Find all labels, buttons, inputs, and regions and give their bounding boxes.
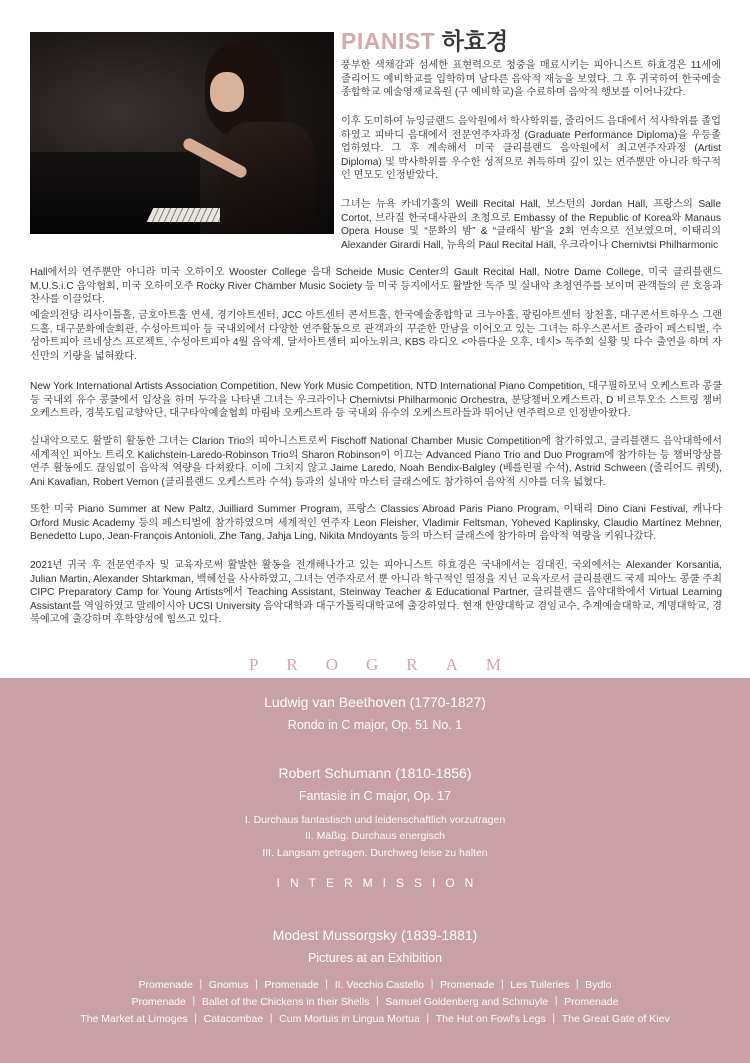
composer-beethoven: Ludwig van Beethoven (1770-1827) xyxy=(264,694,486,710)
pictures-line-1: Promenade ㅣ Gnomus ㅣ Promenade ㅣ II. Vecchio Castello ㅣ Promenade ㅣ Les Tuileries ㅣ Bydlo xyxy=(138,979,612,991)
composer-mussorgsky: Modest Mussorgsky (1839-1881) xyxy=(272,927,478,943)
program-section xyxy=(0,678,750,1063)
pictures-line-2: Promenade ㅣ Ballet of the Chickens in their Shells ㅣ Samuel Goldenberg and Schmuyle ㅣ Promenade xyxy=(131,996,619,1008)
program-heading: PROGRAM xyxy=(248,655,530,674)
bio-paragraph-2: 이후 도미하여 뉴잉글랜드 음악원에서 학사학위를, 줄리어드 음대에서 석사학위를 졸업하였고 피바디 음대에서 전문연주자과정 (Graduate Performance Diploma)을 우등졸업하였다. 그 후 계속해서 미국 클리블랜드 음악원에서 최고연주자과정 (Artist Diploma) 및 박사학위를 우수한 성적으로 취득하며 깊이 있는 연주뿐만 아니라 학구적인 면모도 인정받았다. xyxy=(341,116,721,182)
page-title xyxy=(341,27,508,55)
movement-1: I. Durchaus fantastisch und leidenschaftlich vorzutragen xyxy=(244,814,506,826)
bio-paragraph-8: 2021년 귀국 후 전문연주자 및 교육자로써 활발한 활동을 전개해나가고 있는 피아니스트 하효경은 국내에서는 김대진, 국외에서는 Alexander Korsantia, Julian Martin, Alexander Shtarkman, 백혜선을 사사하였고, 그녀는 연주자로서 뿐 아니라 학구적인 열정을 지닌 교육자로서 클리블랜드 국제 피아노 콩쿨 주최 CIPC Preparatory Camp for Young Artists에서 Teaching Assistant, Steinway Teacher & Educational Partner, 클리블랜드 음악대학에서 Virtual Learning Assistant를 역임하였고 말레이시아 UCSI University 음악대학과 대구가톨릭대학교에 출강하였다. 현재 한양대학교 겸임교수, 추계예술대학교, 계명대학교, 경북예고에 출강하며 후학양성에 힘쓰고 있다. xyxy=(30,560,722,626)
bio-paragraph-4: 예술의전당 리사이틀홀, 금호아트홀 연세, 경기아트센터, JCC 아트센터 콘서트홀, 한국예술종합학교 크누아홀, 광림아트센터 장천홀, 대구콘서트하우스 그랜드홀, 대구문화예술회관, 수성아트피아 등 국내외에서 다양한 연주활동으로 관객과의 꾸준한 만남을 이어오고 있는 그녀는 하우스콘서트 줄라이 페스티벌, 수성아트피아 르네상스 프로젝트, 수성아트피아 4월 음악제, 달서아트센터 피아노위크, KBS 라디오 <아름다운 오후, 네시> 독주회 실황 및 다수 출연을 하며 자신만의 기량을 넓혀왔다. xyxy=(30,310,722,362)
pianist-dress-shape xyxy=(220,122,315,234)
bio-paragraph-3: 그녀는 뉴욕 카네기홀의 Weill Recital Hall, 보스턴의 Jordan Hall, 프랑스의 Salle Cortot, 브라질 한국대사관의 초청으로 Embassy of the Republic of Korea와 Manaus Opera House 및 “문화의 밤” & “클래식 밤”을 2회 연속으로 선보였으며, 이태리의 Alexander Girardi Hall, 뉴욕의 Paul Recital Hall, 우크라이나 Chernivtsi Philharmonic xyxy=(341,199,721,251)
bio-paragraph-5: New York International Artists Association Competition, New York Music Competition, NTD International Piano Competition, 대구필하모닉 오케스트라 콩쿨 등 국내외 유수 콩쿨에서 입상을 하며 두각을 나타낸 그녀는 우크라이나 Chernivtsi Philharmonic Orchestra, 분당챔버오케스트라, D 비르투오소 스트링 챔버오케스트라, 경북도립교향악단, 대구타악예술협회 마림바 오케스트라 등 국내외 유수의 오케스트라들과 뛰어난 연주력으로 인정받아왔다. xyxy=(30,381,722,420)
movement-2: II. Mäßig. Durchaus energisch xyxy=(304,830,446,842)
pictures-line-3: The Market at Limoges ㅣ Catacombae ㅣ Cum Mortuis in Lingua Mortua ㅣ The Hut on Fowl's Legs ㅣ The Great Gate of Kiev xyxy=(80,1013,670,1025)
bio-paragraph-3-continued: Hall에서의 연주뿐만 아니라 미국 오하이오 Wooster College 음대 Scheide Music Center의 Gault Recital Hall, Notre Dame College, 미국 클리블랜드 M.U.S.i.C 음악협회, 미국 오하이오주 Rocky River Chamber Music Society 등 미국 등지에서도 활발한 독주 및 실내악 초청연주를 보이며 관객들의 큰 호응과 찬사를 이끌었다. xyxy=(30,267,722,306)
work-rondo: Rondo in C major, Op. 51 No. 1 xyxy=(287,718,463,732)
work-pictures: Pictures at an Exhibition xyxy=(307,951,443,965)
work-fantasie: Fantasie in C major, Op. 17 xyxy=(298,789,452,803)
bio-paragraph-1: 풍부한 색채감과 섬세한 표현력으로 청중을 매료시키는 피아니스트 하효경은 11세에 줄리어드 예비학교를 입학하며 남다른 음악적 재능을 보였다. 그 후 귀국하여 한국예술종합학교 예술영재교육원 (구 예비학교)을 수료하며 음악적 행보를 이어나갔다. xyxy=(341,60,721,99)
intermission-label: INTERMISSION xyxy=(276,876,484,890)
title-role: PIANIST xyxy=(341,28,436,54)
bio-paragraph-7: 또한 미국 Piano Summer at New Paltz, Juilliard Summer Program, 프랑스 Classics Abroad Paris Piano Program, 이태리 Dino Ciani Festival, 캐나다 Orford Music Academy 등의 페스티벌에 참가하였으며 세계적인 연주자 Leon Fleisher, Vladimir Feltsman, Yoheved Kaplinsky, Claudio Martínez Mehner, Benedetto Lupo, Jean-François Antonioli, Zhe Tang, Jahja Ling, Nikita Mndoyants 등의 마스터 클래스에 참가하며 음악적 역량을 키워나갔다. xyxy=(30,504,722,543)
title-name: 하효경 xyxy=(441,28,509,54)
composer-schumann: Robert Schumann (1810-1856) xyxy=(278,765,472,781)
pianist-face-shape xyxy=(210,72,244,112)
pianist-photo xyxy=(30,32,334,234)
bio-paragraph-6: 실내악으로도 활발히 활동한 그녀는 Clarion Trio의 피아니스트로써 Fischoff National Chamber Music Competition에 참가하였고, 클리블랜드 음악대학에서 세계적인 피아노 트리오 Kalichstein-Laredo-Robinson Trio의 Sharon Robinson이 이끄는 Advanced Piano Trio and Duo Program에 참가하는 등 챔버앙상블 연주 활동에도 끊임없이 음악적 역량을 다져왔다. 이에 그치지 않고 Jaime Laredo, Noah Bendix-Balgley (베를린필 수석), Astrid Schween (줄리어드 쿼텟), Ani Kavafian, Robert Vernon (클리블랜드 오케스트라 수석) 등과의 실내악 마스터 클래스에도 참가하여 음악적 시야를 더욱 넓혔다. xyxy=(30,436,722,488)
movement-3: III. Langsam getragen. Durchweg leise zu halten xyxy=(262,847,488,859)
